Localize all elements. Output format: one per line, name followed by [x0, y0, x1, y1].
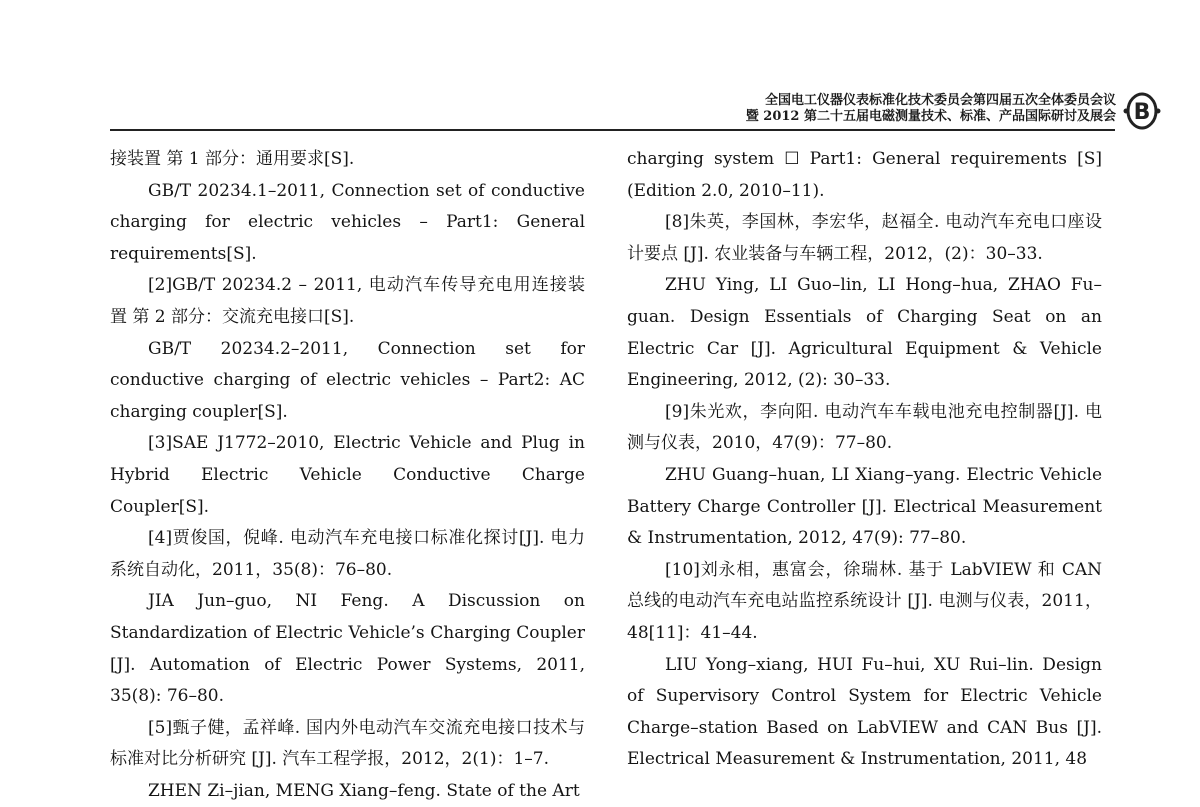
reference-paragraph: JIA Jun–guo, NI Feng. A Discussion on Standardization of Electric Vehicle’s Charging Coupler [J]. Automation of Electric Power Systems, 2011, 35(8): 76–80.: [110, 591, 585, 707]
right-column: [627, 144, 1102, 776]
header-line-2: 暨 2012 第二十五届电磁测量技术、标准、产品国际研讨及展会: [745, 109, 1116, 124]
reference-paragraph: GB/T 20234.2–2011, Connection set for conductive charging of electric vehicles – Part2: AC charging coupler[S].: [110, 338, 585, 422]
reference-paragraph: [2]GB/T 20234.2 – 2011, 电动汽车传导充电用连接装置 第 2 部分：交流充电接口[S].: [110, 275, 585, 327]
header-rule: [110, 129, 1115, 131]
reference-paragraph: LIU Yong–xiang, HUI Fu–hui, XU Rui–lin. Design of Supervisory Control System for Electric Vehicle Charge–station Based on LabVIEW and CAN Bus [J]. Electrical Measurement & Instrumentation, 2011, 48: [627, 654, 1102, 770]
reference-paragraph: ZHU Ying, LI Guo–lin, LI Hong–hua, ZHAO Fu–guan. Design Essentials of Charging Seat on an Electric Car [J]. Agricultural Equipment & Vehicle Engineering, 2012, (2): 30–33.: [627, 275, 1102, 391]
reference-paragraph: charging system ☐ Part1: General requirements [S] (Edition 2.0, 2010–11).: [627, 149, 1102, 201]
conference-logo: [1122, 92, 1162, 130]
reference-paragraph: [5]甄子健，孟祥峰. 国内外电动汽车交流充电接口技术与标准对比分析研究 [J]. 汽车工程学报，2012，2(1)：1–7.: [110, 717, 585, 770]
left-column: [110, 144, 585, 807]
reference-paragraph: [4]贾俊国，倪峰. 电动汽车充电接口标准化探讨[J]. 电力系统自动化，2011，35(8)：76–80.: [110, 528, 585, 580]
header-line-1: 全国电工仪器仪表标准化技术委员会第四届五次全体委员会议: [764, 93, 1116, 108]
reference-paragraph: [3]SAE J1772–2010, Electric Vehicle and Plug in Hybrid Electric Vehicle Conductive Charge Coupler[S].: [110, 433, 585, 517]
reference-paragraph: [10]刘永相，惠富会，徐瑞林. 基于 LabVIEW 和 CAN 总线的电动汽车充电站监控系统设计 [J]. 电测与仪表，2011，48[11]：41–44.: [627, 559, 1102, 643]
logo-letter: B: [1133, 100, 1151, 125]
reference-paragraph: [8]朱英，李国林，李宏华，赵福全. 电动汽车充电口座设计要点 [J]. 农业装备与车辆工程，2012，(2)：30–33.: [627, 212, 1102, 264]
reference-paragraph: ZHU Guang–huan, LI Xiang–yang. Electric Vehicle Battery Charge Controller [J]. Electrical Measurement & Instrumentation, 2012, 47(9): 77–80.: [627, 464, 1102, 549]
reference-paragraph: [9]朱光欢，李向阳. 电动汽车车载电池充电控制器[J]. 电测与仪表，2010，47(9)：77–80.: [627, 401, 1102, 454]
page-header: [746, 93, 1116, 125]
reference-paragraph: 接装置 第 1 部分：通用要求[S].: [110, 149, 355, 169]
reference-paragraph: ZHEN Zi–jian, MENG Xiang–feng. State of the Art: [148, 780, 580, 801]
reference-paragraph: GB/T 20234.1–2011, Connection set of conductive charging for electric vehicles – Part1: General requirements[S].: [110, 180, 585, 264]
